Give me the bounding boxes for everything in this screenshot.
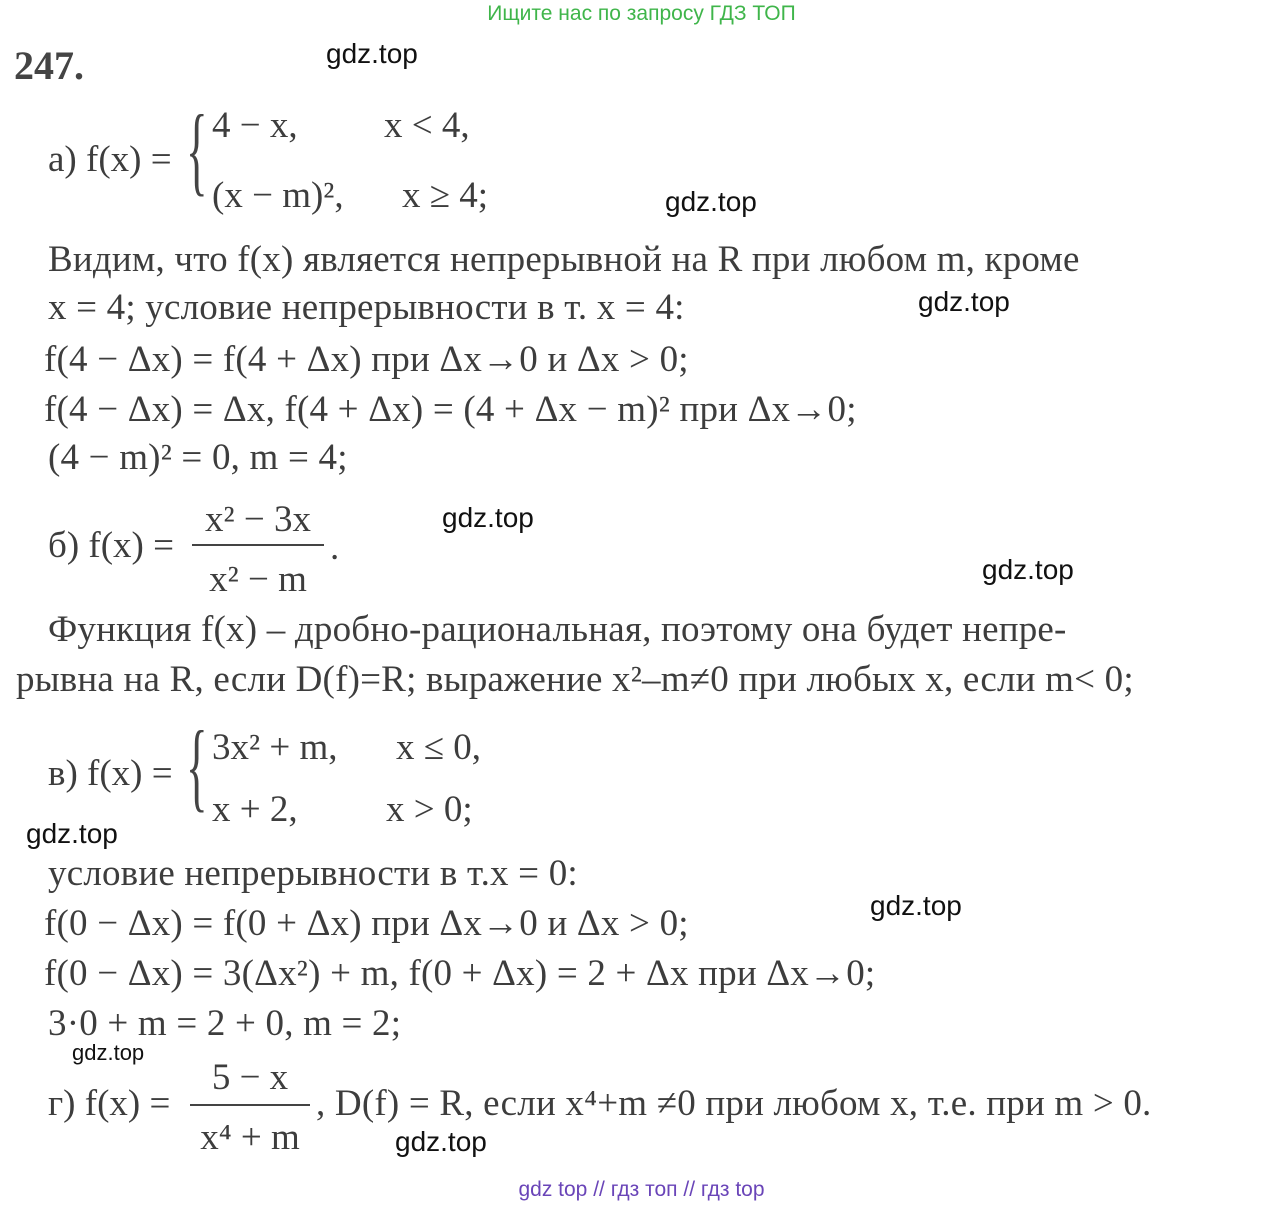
part-d-numerator: 5 − x bbox=[211, 1057, 289, 1098]
text-line: f(4 − Δx) = Δx, f(4 + Δx) = (4 + Δx − m)² при Δx→0; bbox=[44, 389, 857, 430]
text-line: (4 − m)² = 0, m = 4; bbox=[48, 437, 348, 478]
part-c-case1-cond: x ≤ 0, bbox=[396, 727, 482, 768]
text-line: условие непрерывности в т.x = 0: bbox=[48, 853, 578, 894]
text-line: f(0 − Δx) = 3(Δx²) + m, f(0 + Δx) = 2 + Δx при Δx→0; bbox=[44, 953, 876, 994]
part-a-brace: { bbox=[186, 94, 208, 205]
part-b-denominator: x² − m bbox=[209, 559, 307, 600]
watermark: gdz.top bbox=[72, 1040, 145, 1065]
part-c-brace: { bbox=[186, 710, 208, 821]
part-d-denominator: x⁴ + m bbox=[200, 1117, 300, 1158]
part-a-case1-cond: x < 4, bbox=[384, 105, 470, 146]
watermark: gdz.top bbox=[665, 186, 757, 217]
part-c-case2-cond: x > 0; bbox=[386, 789, 473, 830]
watermark: gdz.top bbox=[442, 502, 534, 533]
watermark: gdz.top bbox=[26, 818, 118, 849]
part-a-label: а) f(x) = bbox=[48, 139, 172, 180]
text-line: x = 4; условие непрерывности в т. x = 4: bbox=[48, 287, 685, 328]
part-d-tail: , D(f) = R, если x⁴+m ≠0 при любом x, т.е. при m > 0. bbox=[316, 1083, 1152, 1124]
part-c-case1-expr: 3x² + m, bbox=[212, 727, 338, 768]
part-b-numerator: x² − 3x bbox=[205, 499, 311, 540]
text-line: f(0 − Δx) = f(0 + Δx) при Δx→0 и Δx > 0; bbox=[44, 903, 689, 944]
text-line: 3·0 + m = 2 + 0, m = 2; bbox=[48, 1003, 402, 1044]
part-a-case2-cond: x ≥ 4; bbox=[402, 175, 489, 216]
part-b-fraction-bar bbox=[192, 544, 324, 546]
part-d-fraction-bar bbox=[190, 1104, 310, 1106]
watermark: gdz.top bbox=[918, 286, 1010, 317]
part-a-case1-expr: 4 − x, bbox=[212, 105, 298, 146]
watermark: gdz.top bbox=[326, 38, 418, 69]
bottom-banner: gdz top // гдз топ // гдз top bbox=[518, 1178, 765, 1201]
text-line: Видим, что f(x) является непрерывной на R при любом m, кроме bbox=[48, 239, 1080, 280]
watermark: gdz.top bbox=[395, 1126, 487, 1157]
problem-number: 247. bbox=[14, 43, 84, 88]
part-b-dot: . bbox=[330, 527, 340, 568]
watermark: gdz.top bbox=[870, 890, 962, 921]
part-a-case2-expr: (x − m)², bbox=[212, 175, 344, 216]
part-c-case2-expr: x + 2, bbox=[212, 789, 298, 830]
text-line: рывна на R, если D(f)=R; выражение x²–m≠0 при любых x, если m< 0; bbox=[16, 659, 1134, 700]
top-banner: Ищите нас по запросу ГДЗ ТОП bbox=[487, 2, 796, 25]
part-b-label: б) f(x) = bbox=[48, 525, 174, 566]
text-line: f(4 − Δx) = f(4 + Δx) при Δx→0 и Δx > 0; bbox=[44, 339, 689, 380]
part-d-label: г) f(x) = bbox=[48, 1083, 171, 1124]
watermark: gdz.top bbox=[982, 554, 1074, 585]
text-line: Функция f(x) – дробно-рациональная, поэтому она будет непре- bbox=[48, 609, 1067, 650]
part-c-label: в) f(x) = bbox=[48, 753, 173, 794]
